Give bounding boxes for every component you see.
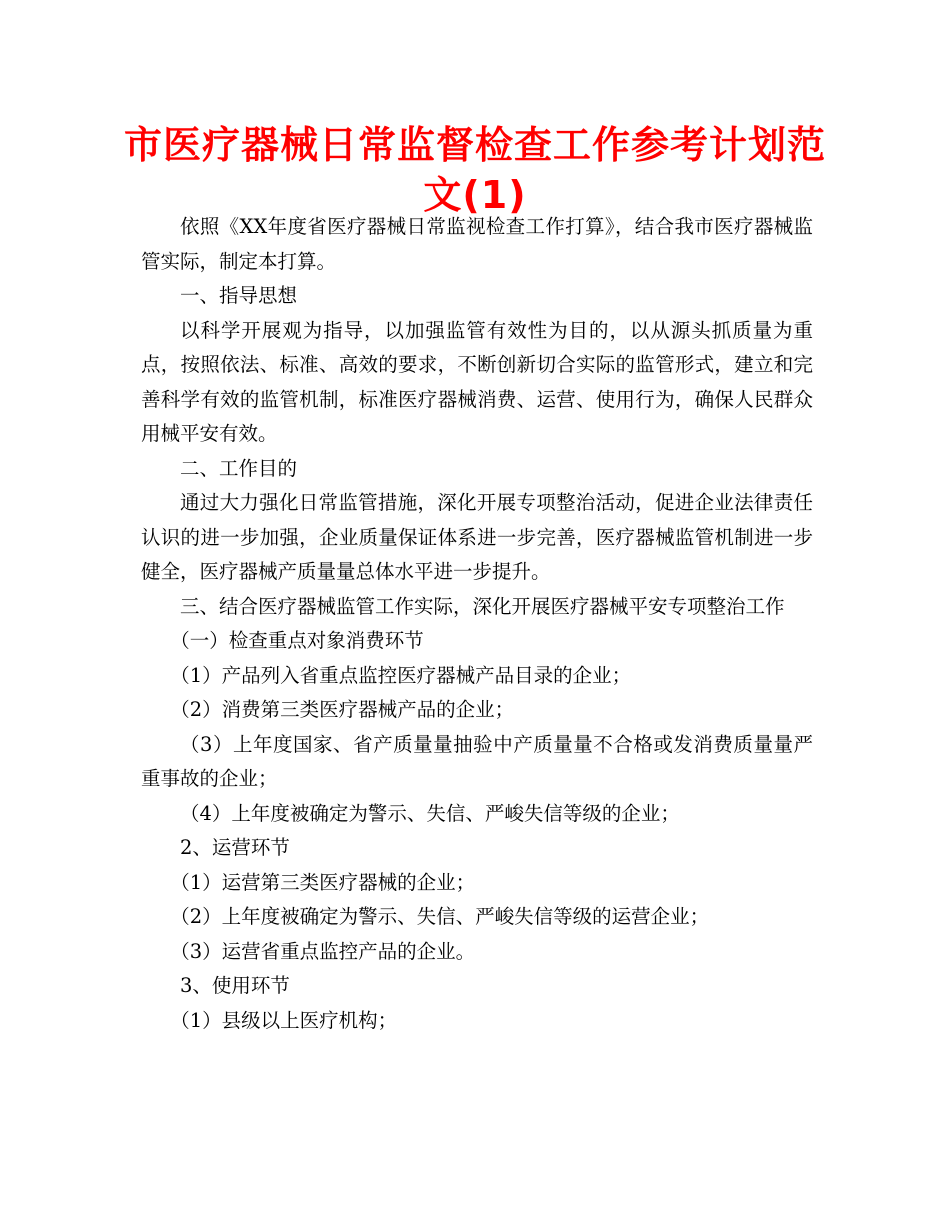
- subsection-heading-production: （一）检查重点对象消费环节: [170, 629, 424, 652]
- paragraph-guiding-thought: 以科学开展观为指导，以加强监管有效性为目的，以从源头抓质量为重点，按照依法、标准、高效的要求，不断创新切合实际的监管形式，建立和完善科学有效的监管机制，标准医疗器械消费、运营、使用行为，确保人民群众用械平安有效。: [141, 318, 813, 445]
- document-body: [141, 210, 813, 1038]
- subsection-heading-operation: 2、运营环节: [180, 836, 290, 859]
- list-item: （2）上年度被确定为警示、失信、严峻失信等级的运营企业；: [170, 905, 710, 928]
- paragraph-intro: 依照《XX年度省医疗器械日常监视检查工作打算》，结合我市医疗器械监管实际，制定本打算。: [141, 215, 813, 273]
- list-item: （3）上年度国家、省产质量量抽验中产质量量不合格或发消费质量量严重事故的企业；: [141, 732, 813, 790]
- list-item: （3）运营省重点监控产品的企业。: [170, 939, 476, 963]
- section-heading-guiding-thought: 一、指导思想: [180, 284, 298, 307]
- section-heading-special-rectification: 三、结合医疗器械监管工作实际，深化开展医疗器械平安专项整治工作: [180, 594, 785, 618]
- document-title: 市医疗器械日常监督检查工作参考计划范文(1): [123, 123, 826, 217]
- subsection-heading-usage: 3、使用环节: [180, 974, 290, 997]
- paragraph-work-goal: 通过大力强化日常监管措施，深化开展专项整治活动，促进企业法律责任认识的进一步加强，企业质量保证体系进一步完善，医疗器械监管机制进一步健全，医疗器械产质量量总体水平进一步提升。: [141, 491, 813, 583]
- list-item: （4）上年度被确定为警示、失信、严峻失信等级的企业；: [180, 801, 680, 825]
- list-item: （1）运营第三类医疗器械的企业；: [170, 870, 476, 894]
- list-item: （1）县级以上医疗机构；: [170, 1008, 398, 1032]
- list-item: （2）消费第三类医疗器械产品的企业；: [170, 698, 515, 721]
- section-heading-work-goal: 二、工作目的: [180, 456, 298, 480]
- list-item: （1）产品列入省重点监控医疗器械产品目录的企业；: [170, 663, 632, 687]
